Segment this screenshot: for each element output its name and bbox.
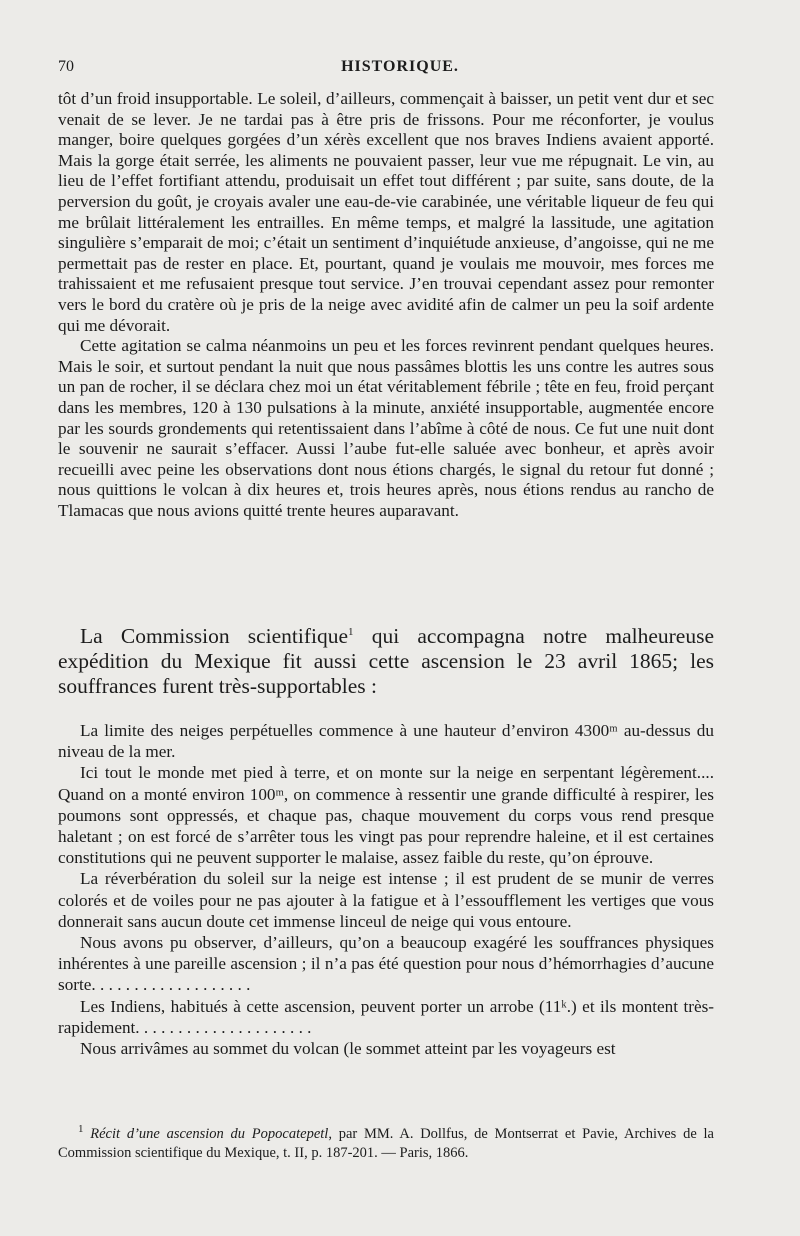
quote-paragraph: La réverbération du soleil sur la neige est intense ; il est prudent de se munir de verres colorés et de voiles pour ne pas ajouter à la fatigue et à l’essoufflement les vertiges que vous donnerait sans aucun doute cet immense linceul de neige qui vous entoure.	[58, 869, 714, 931]
quote-paragraph: Nous arrivâmes au sommet du volcan (le sommet atteint par les voyageurs est	[80, 1039, 616, 1059]
footnote-title: Récit d’une ascension du Popocatepetl	[90, 1126, 329, 1142]
quoted-report	[58, 720, 714, 1059]
commission-intro	[58, 624, 714, 699]
main-text	[58, 89, 714, 521]
running-title: HISTORIQUE.	[341, 58, 459, 75]
intro-text-end: qui accompagna notre malheureuse expédition du Mexique fit aussi cette ascension le 23 avril 1865; les souffrances furent très-supportables :	[58, 624, 714, 698]
quote-paragraph: Nous avons pu observer, d’ailleurs, qu’on a beaucoup exagéré les souffrances physiques inhérentes à une pareille ascension ; il n’a pas été question pour nous d’hémorrhagies d’aucune sorte. . . . . . . . . . . . . . . . . . .	[58, 933, 714, 995]
footnote-reference: 1	[348, 625, 354, 638]
quote-paragraph: La limite des neiges perpétuelles commence à une hauteur d’environ 4300ᵐ au-dessus du niveau de la mer.	[58, 721, 714, 762]
footnote	[58, 1125, 714, 1163]
paragraph: Cette agitation se calma néanmoins un peu et les forces revinrent pendant quelques heures. Mais le soir, et surtout pendant la nuit que nous passâmes blottis les uns contre les autres sous un pan de rocher, il se déclara chez moi un état véritablement fébrile ; tête en feu, froid perçant dans les membres, 120 à 130 pulsations à la minute, anxiété insupportable, augmentée encore par les sourds grondements qui retentissaient dans l’abîme à côté de nous. Ce fut une nuit dont le souvenir ne saurait s’effacer. Aussi l’aube fut-elle saluée avec bonheur, et après avoir recueilli avec peine les observations dont nous étions chargés, le signal du retour fut donné ; nous quittions le volcan à dix heures et, trois heures après, nous étions rendus au rancho de Tlamacas que nous avions quitté trente heures auparavant.	[58, 336, 714, 520]
page-number: 70	[58, 58, 74, 75]
footnote-text	[58, 1125, 714, 1163]
paragraph-continued: tôt d’un froid insupportable. Le soleil, d’ailleurs, commençait à baisser, un petit vent dur et sec venait de se lever. Je ne tardai pas à être pris de frissons. Pour me réconforter, je voulus manger, boire quelques gorgées d’un xérès excellent que nos braves Indiens avaient apporté. Mais la gorge était serrée, les aliments ne pouvaient passer, leur vue me répugnait. Le vin, au lieu de l’effet fortifiant attendu, produisait un effet tout différent ; par suite, sans doute, de la perversion du goût, je croyais avaler une eau-de-vie carabinée, une véritable liqueur de feu qui me brûlait littéralement les entrailles. En même temps, et malgré la lassitude, une agitation singulière s’emparait de moi; c’était un sentiment d’inquiétude anxieuse, d’angoisse, qui ne me permettait pas de rester en place. Et, pourtant, quand je voulais me mouvoir, mes forces me trahissaient et me refusaient presque tout service. J’en trouvai cependant assez pour remonter vers le bord du cratère où je pris de la neige avec avidité afin de calmer un peu la soif ardente qui me dévorait.	[58, 89, 714, 335]
footnote-number: 1	[78, 1123, 84, 1136]
intro-paragraph	[58, 624, 714, 699]
quote-paragraph: Ici tout le monde met pied à terre, et on monte sur la neige en serpentant légèrement.... Quand on a monté environ 100ᵐ, on commence à ressentir une grande difficulté à respirer, les poumons sont oppressés, et chaque pas, chaque mouvement du corps vous rend presque haletant ; on est forcé de s’arrêter tous les vingt pas pour reprendre haleine, et il est certaines constitutions qui ne peuvent supporter le malaise, assez faible du reste, qu’on éprouve.	[58, 763, 714, 868]
quote-paragraph: Les Indiens, habitués à cette ascension, peuvent porter un arrobe (11ᵏ.) et ils montent très-rapidement. . . . . . . . . . . . . . . . . . . . .	[58, 996, 714, 1037]
page-header	[58, 58, 742, 80]
intro-text-start: La Commission scientifique	[80, 624, 349, 648]
footnote-citation: , par MM. A. Dollfus, de Montserrat et Pavie, Archives de la Commission scientifique du Mexique, t. II, p. 187-201. — Paris, 1866.	[58, 1126, 714, 1161]
